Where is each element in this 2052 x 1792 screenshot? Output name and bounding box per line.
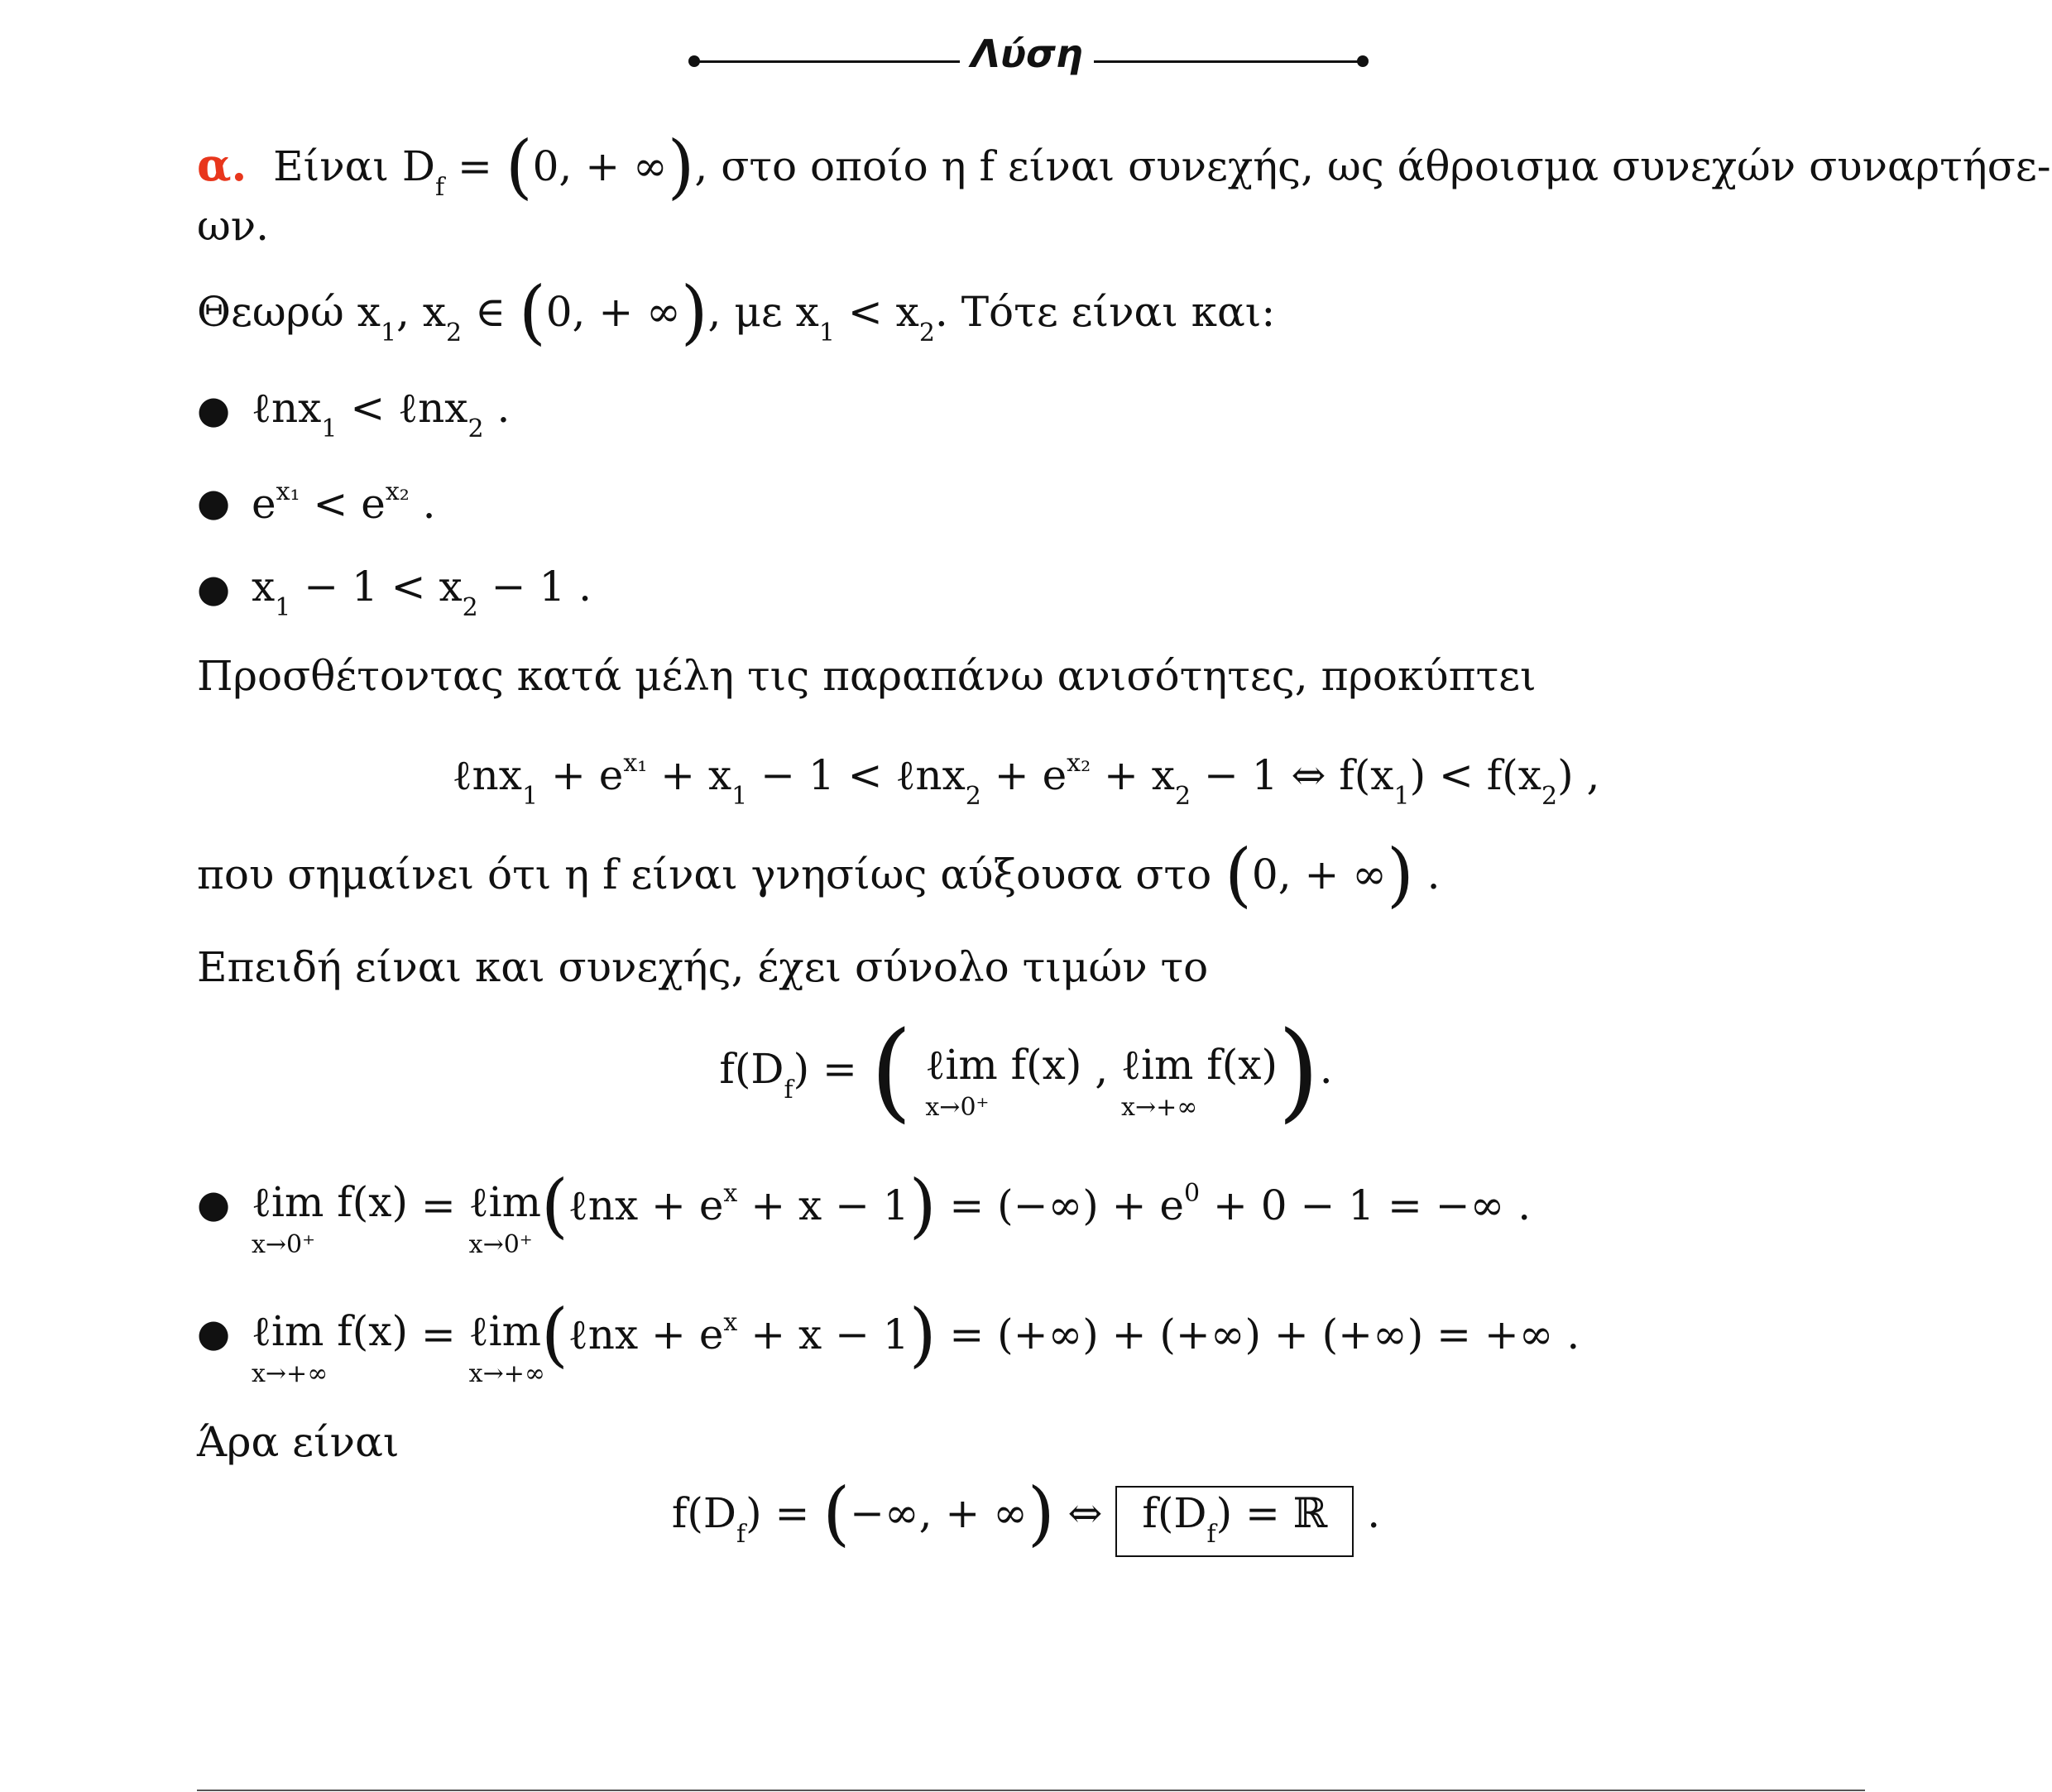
header-dot-right [1357,55,1369,67]
bullet-ln-inequality: ℓnx$_1$ < ℓnx$_2$ . [252,384,511,443]
bullet-marker: ● [197,387,231,432]
sub-f: f [435,173,445,202]
footer-rule [197,1790,1865,1791]
paragraph-adding: Προσθέτοντας κατά μέλη τις παραπάνω ανισότητες, προκύπτει [197,652,1537,700]
solution-header [0,31,2052,89]
paragraph-meaning: που σημαίνει ότι η f είναι γνησίως αύξουσα στο (0, + ∞) . [197,834,1441,915]
paragraph-consider: Θεωρώ $x_1$, $x_2$ ∈ (0, + ∞), με $x_1 < x_2$. Τότε είναι και: [197,271,1276,352]
bullet-linear-inequality: $x_1 - 1 < x_2 - 1$ . [252,563,592,622]
equation-monotonic: ℓnx$_1$ + $e^{x_1} + x_1 - 1$ < ℓnx$_2$ + $e^{x_2} + x_2 - 1$ ⇔ $f(x_1) < f(x_2)$ , [452,749,1600,811]
domain-continuation: στο οποίο η f είναι συνεχής, ως άθροισμα συνεχών συναρτήσε- [721,142,2051,190]
part-label: α. [197,138,247,191]
meaning-text: που σημαίνει ότι η f είναι γνησίως αύξουσα στο [197,850,1212,898]
boxed-result: $f(D_f)$ = ℝ [1115,1486,1354,1557]
bullet-marker: ● [197,566,231,611]
bullet-limit-infinity: ℓim f(x) x→+∞ = ℓim x→+∞ (ℓnx + $e^x + x - 1$) = (+∞) + (+∞) + (+∞) = +∞ . [252,1294,1580,1388]
bullet-exp-inequality: $e^{x_1} < e^{x_2}$ . [252,477,436,528]
paragraph-continuous: Επειδή είναι και συνεχής, έχει σύνολο τιμών το [197,943,1209,991]
bullet-marker: ● [197,1310,231,1355]
paragraph-therefore: Άρα είναι [197,1418,400,1466]
paragraph-domain: α. Είναι $D_f = (0$, + ∞), στο οποίο η f είναι συνεχής, ως άθροισμα συνεχών συναρτήσε- [197,126,2051,207]
domain-text: Είναι D [273,142,436,190]
bullet-marker: ● [197,480,231,525]
header-title: Λύση [971,31,1083,76]
header-rule-right [1094,60,1362,63]
bullet-limit-zero: ℓim f(x) x→0⁺ = ℓim x→0⁺ (ℓnx + $e^x + x - 1$) = (−∞) + $e^0 + 0 - 1$ = −∞ . [252,1165,1532,1259]
bullet-marker: ● [197,1181,231,1226]
equation-final: $f(D_f)$ = (−∞, + ∞) ⇔ $f(D_f)$ = ℝ . [0,1486,2052,1557]
header-rule-left [693,60,960,63]
equation-range: $f(D_f)$ = ( ℓim f(x) x→0⁺ , ℓim f(x) x→+∞ ). [719,1008,1333,1133]
consider-text: Θεωρώ [197,288,344,336]
paragraph-domain-end: ων. [197,202,270,250]
consider-end-text: Τότε είναι και: [961,288,1276,336]
